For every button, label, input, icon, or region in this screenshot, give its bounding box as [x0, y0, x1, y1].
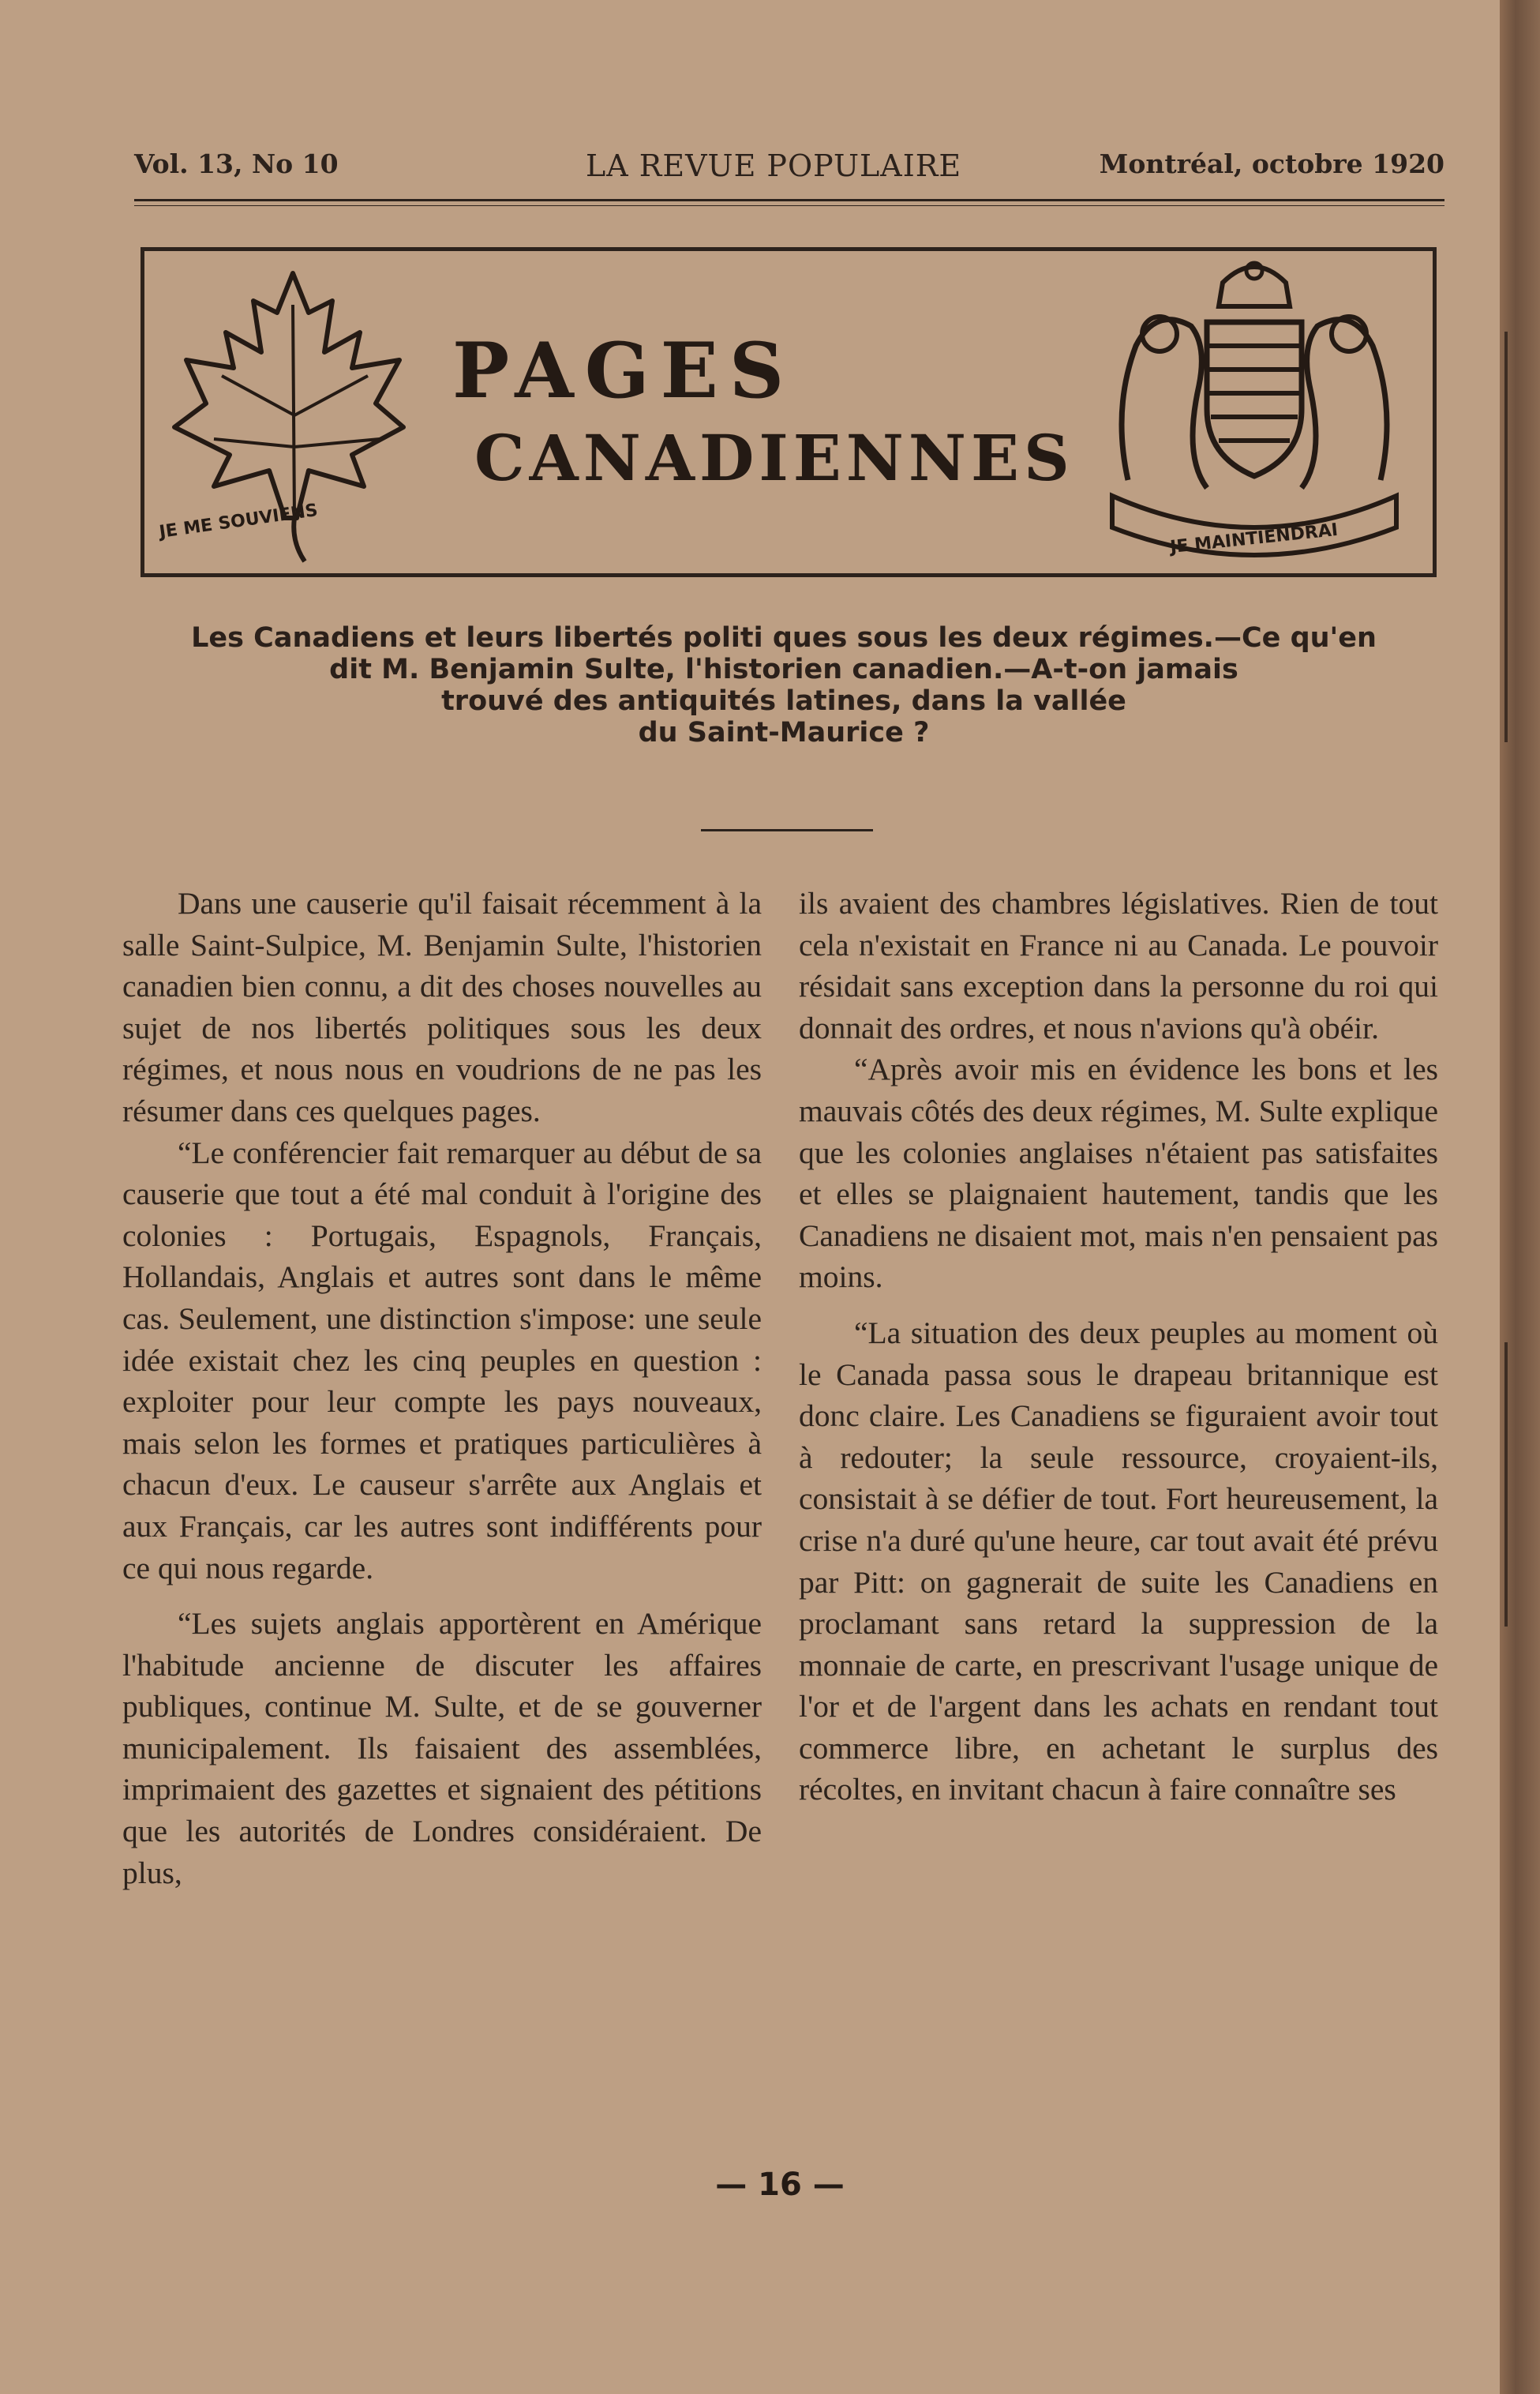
- headline-line: dit M. Benjamin Sulte, l'historien canadien.—A-t-on jamais: [329, 654, 1238, 685]
- paragraph: “Les sujets anglais apportèrent en Amérique l'habitude ancienne de discuter les affaires publiques, continue M. Sulte, et de se gouverner municipalement. Ils faisaient des assemblées, imprimaient des gazettes et signaient des pétitions que les autorités de Londres considéraient. De plus,: [122, 1606, 762, 1890]
- article-left-column: [122, 883, 762, 1893]
- section-banner: [141, 247, 1437, 577]
- headline-rule: [701, 829, 873, 831]
- place-date: Montréal, octobre 1920: [1099, 148, 1444, 179]
- article-right-column: [799, 883, 1438, 1811]
- paragraph: “Après avoir mis en évidence les bons et les mauvais côtés des deux régimes, M. Sulte explique que les colonies anglaises n'étaient pas satisfaites et elles se plaignaient hautement, tandis que les Canadiens ne disaient mot, mais n'en pensaient pas moins.: [799, 1052, 1438, 1295]
- header-rule-thin: [134, 205, 1444, 206]
- left-motto: JE ME SOUVIENS: [158, 501, 320, 542]
- paragraph: ils avaient des chambres législatives. Rien de tout cela n'existait en France ni au Canada. Le pouvoir résidait sans exception dans la personne du roi qui donnait des ordres, et nous n'avions qu'à obéir.: [799, 886, 1438, 1045]
- headline-line: trouvé des antiquités latines, dans la vallée: [441, 685, 1126, 717]
- coat-of-arms-icon: [1081, 251, 1428, 567]
- publication-title: LA REVUE POPULAIRE: [586, 148, 962, 183]
- paragraph: “Le conférencier fait remarquer au début de sa causerie que tout a été mal conduit à l'origine des colonies : Portugais, Espagnols, Français, Hollandais, Anglais et autres sont dans le même cas. Seulement, une distinction s'impose: une seule idée existait chez les cinq peuples en question : exploiter pour leur compte les pays nouveaux, mais selon les formes et pratiques particulières à chacun d'eux. Le causeur s'arrête aux Anglais et aux Français, car les autres sont indifférents pour ce qui nous regarde.: [122, 1135, 762, 1585]
- header-rule: [134, 199, 1444, 201]
- edge-mark: [1504, 332, 1508, 742]
- paragraph: “La situation des deux peuples au moment où le Canada passa sous le drapeau britannique est donc claire. Les Canadiens se figuraient avoir tout à redouter; la seule ressource, croyaient-ils, consistait à se défier de tout. Fort heureusement, la crise n'a duré qu'une heure, car tout avait été prévu par Pitt: on gagnerait de suite les Canadiens en proclamant sans retard la suppression de la monnaie de carte, en prescrivant l'usage unique de l'or et de l'argent dans les achats en rendant tout commerce libre, en achetant le surplus des récoltes, en invitant chacun à faire connaître ses: [799, 1315, 1438, 1807]
- banner-title-line2: CANADIENNES: [474, 421, 1074, 495]
- article-headline: [133, 622, 1435, 749]
- headline-line: du Saint-Maurice ?: [638, 717, 930, 749]
- running-head: [134, 148, 1444, 188]
- headline-line: Les Canadiens et leurs libertés politi ques sous les deux régimes.—Ce qu'en: [191, 622, 1377, 654]
- paragraph: Dans une causerie qu'il faisait récemment à la salle Saint-Sulpice, M. Benjamin Sulte, l'historien canadien bien connu, a dit des choses nouvelles au sujet de nos libertés politiques sous les deux régimes, et nous nous en voudrions de ne pas les résumer dans ces quelques pages.: [122, 886, 762, 1128]
- edge-mark: [1504, 1342, 1508, 1627]
- right-motto: JE MAINTIENDRAI: [1168, 520, 1339, 558]
- volume-number: Vol. 13, No 10: [134, 148, 339, 179]
- banner-title-line1: PAGES: [452, 326, 796, 415]
- page-number: — 16 —: [715, 2167, 845, 2203]
